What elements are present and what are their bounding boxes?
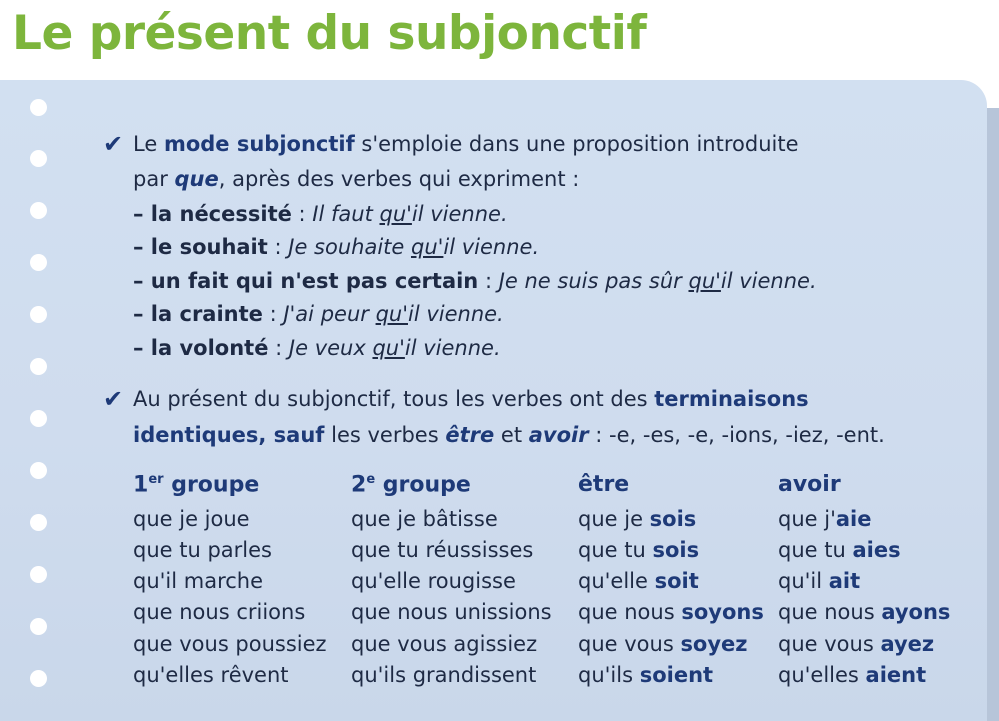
example: Je veux: [288, 336, 373, 360]
verb-form: soient: [639, 663, 714, 687]
rule1-line1: [133, 132, 799, 156]
conjugation-cell: que nous criions: [133, 600, 306, 624]
text: :: [268, 336, 289, 360]
conjugation-cell: [578, 538, 699, 562]
conjugation-cell: [778, 538, 901, 562]
verb-form: soit: [654, 569, 699, 593]
conjugation-cell: que vous agissiez: [351, 632, 538, 656]
text: qu'ils: [578, 663, 640, 687]
rule1-item: [133, 202, 508, 226]
item-label: – la nécessité: [133, 202, 292, 226]
lesson-content: [0, 80, 987, 721]
conjugation-cell: qu'il marche: [133, 569, 264, 593]
text: 1: [133, 472, 149, 498]
text: avoir: [778, 472, 841, 497]
rule1-item: [133, 302, 504, 326]
text: par: [133, 167, 175, 191]
verb-form: aie: [835, 507, 872, 531]
example-underlined: qu': [688, 269, 721, 293]
item-label: – un fait qui n'est pas certain: [133, 269, 479, 293]
text: qu'elle: [578, 569, 655, 593]
text: Le: [133, 132, 164, 156]
text: s'emploie dans une proposition introduite: [354, 132, 799, 156]
conjugation-cell: qu'ils grandissent: [351, 663, 537, 687]
conjugation-cell: [778, 507, 871, 531]
header-premier-groupe: [133, 472, 259, 497]
text: les verbes: [324, 423, 446, 447]
header-avoir: [778, 472, 841, 497]
conjugation-cell: que vous poussiez: [133, 632, 327, 656]
text: que tu: [578, 538, 653, 562]
example: il vienne.: [443, 235, 540, 259]
text: que vous: [578, 632, 681, 656]
text: qu'il: [778, 569, 829, 593]
example: J'ai peur: [283, 302, 376, 326]
text: groupe: [163, 472, 260, 498]
superscript: er: [148, 472, 164, 487]
conjugation-cell: que nous unissions: [351, 600, 552, 624]
text: être: [578, 472, 630, 497]
conjugation-cell: [778, 569, 860, 593]
item-label: – la volonté: [133, 336, 269, 360]
conjugation-cell: que tu réussisses: [351, 538, 534, 562]
text: :: [291, 202, 313, 226]
text: :: [267, 235, 289, 259]
text: , après des verbes qui expriment :: [218, 167, 580, 191]
item-label: – la crainte: [133, 302, 263, 326]
term-avoir: avoir: [528, 423, 589, 447]
verb-form: soyez: [680, 632, 748, 656]
conjugation-cell: [778, 600, 950, 624]
check-mark-icon: ✔: [103, 130, 124, 158]
verb-form: ait: [828, 569, 861, 593]
text: Au présent du subjonctif, tous les verbes ont des: [133, 387, 655, 411]
example: Je souhaite: [288, 235, 411, 259]
term-identiques-sauf: identiques, sauf: [133, 423, 325, 447]
page-title: Le présent du subjonctif: [12, 6, 647, 61]
verb-form: sois: [649, 507, 697, 531]
content-sheet: [0, 80, 987, 721]
text: que nous: [778, 600, 882, 624]
rule1-item: [133, 336, 501, 360]
conjugation-cell: [578, 663, 713, 687]
verb-form: ayez: [880, 632, 935, 656]
sheet-edge: [985, 108, 999, 721]
conjugation-cell: [578, 632, 748, 656]
example: il vienne.: [720, 269, 817, 293]
text: et: [494, 423, 529, 447]
text: qu'elles: [778, 663, 866, 687]
example: Je ne suis pas sûr: [498, 269, 689, 293]
example-underlined: qu': [375, 302, 408, 326]
conjugation-cell: que tu parles: [133, 538, 272, 562]
endings: : -e, -es, -e, -ions, -iez, -ent.: [588, 423, 885, 447]
text: 2: [351, 472, 367, 498]
conjugation-cell: que je bâtisse: [351, 507, 498, 531]
item-label: – le souhait: [133, 235, 268, 259]
text: que vous: [778, 632, 881, 656]
conjugation-cell: [578, 600, 764, 624]
conjugation-cell: qu'elle rougisse: [351, 569, 516, 593]
verb-form: aies: [852, 538, 901, 562]
example-underlined: qu': [410, 235, 444, 259]
check-mark-icon: ✔: [103, 385, 124, 413]
rule1-line2: [133, 167, 579, 191]
verb-form: aient: [865, 663, 927, 687]
rule2-line2: [133, 423, 885, 447]
text: que je: [578, 507, 650, 531]
example-underlined: qu': [372, 336, 405, 360]
text: groupe: [375, 472, 471, 498]
text: que nous: [578, 600, 682, 624]
example: il vienne.: [407, 302, 504, 326]
term-etre: être: [445, 423, 495, 447]
header-deuxieme-groupe: [351, 472, 471, 497]
text: que j': [778, 507, 836, 531]
conjugation-cell: [778, 632, 934, 656]
conjugation-cell: [578, 569, 699, 593]
text: que tu: [778, 538, 853, 562]
superscript: e: [366, 472, 376, 487]
rule1-item: [133, 269, 817, 293]
example-underlined: qu': [379, 202, 412, 226]
text: :: [262, 302, 284, 326]
term-que: que: [174, 167, 219, 191]
rule2-line1: [133, 387, 809, 411]
conjugation-cell: [578, 507, 696, 531]
term-mode-subjonctif: mode subjonctif: [163, 132, 355, 156]
header-etre: [578, 472, 629, 497]
rule1-item: [133, 235, 539, 259]
text: :: [478, 269, 499, 293]
example: il vienne.: [404, 336, 501, 360]
verb-form: ayons: [881, 600, 951, 624]
verb-form: sois: [652, 538, 700, 562]
example: il vienne.: [411, 202, 508, 226]
term-terminaisons: terminaisons: [654, 387, 809, 411]
conjugation-cell: [778, 663, 926, 687]
conjugation-cell: que je joue: [133, 507, 250, 531]
conjugation-cell: qu'elles rêvent: [133, 663, 289, 687]
example: Il faut: [312, 202, 380, 226]
verb-form: soyons: [681, 600, 764, 624]
